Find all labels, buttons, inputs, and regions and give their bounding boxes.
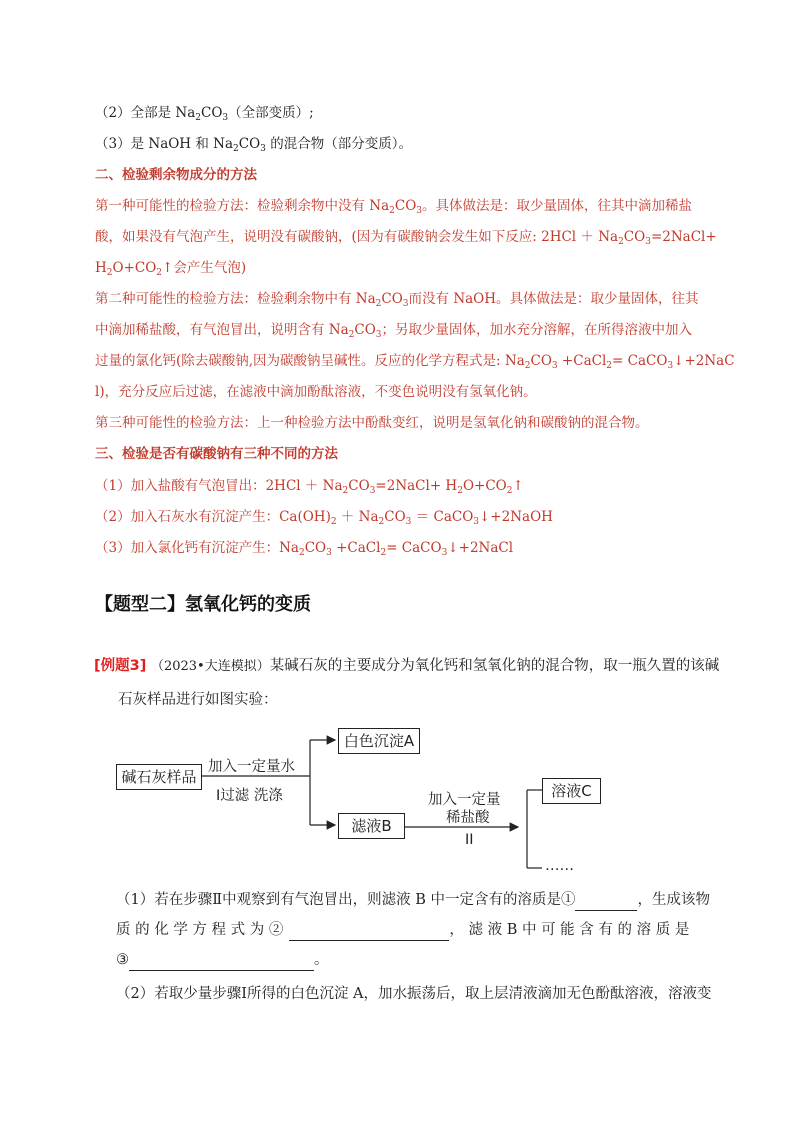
method1-line3: $H_2O+CO_2↑$会产生气泡) xyxy=(95,260,247,278)
method1-line1: 第一种可能性的检验方法：检验剩余物中没有 $Na_2CO_3$。具体做法是：取少量固体，往其中滴加稀盐 xyxy=(95,198,693,216)
question1-line2: 质 的 化 学 方 程 式 为 ② ， 滤 液 B 中 可 能 含 有 的 溶 质 是 xyxy=(116,920,689,941)
step2-label-top2: 稀盐酸 xyxy=(446,810,490,826)
answer-blank-3[interactable] xyxy=(129,950,314,971)
example-label: [例题3] xyxy=(94,658,147,674)
step2-label-bottom: II xyxy=(465,832,474,848)
solution-c-box: 溶液C xyxy=(542,778,601,804)
method2-line4: l)，充分反应后过滤，在滤液中滴加酚酞溶液，不变色说明没有氢氧化钠。 xyxy=(95,384,537,400)
type2-heading: 【题型二】氢氧化钙的变质 xyxy=(95,594,311,615)
question1-line3: ③ 。 xyxy=(116,950,329,971)
step2-label-top1: 加入一定量 xyxy=(428,792,501,808)
test-2: （2）加入石灰水有沉淀产生：$Ca(OH)_2 + Na_2CO_3$ ＝ CaCO$_3$↓+2NaOH xyxy=(95,509,553,527)
question2-line1: （2）若取少量步骤Ⅰ所得的白色沉淀 A，加水振荡后，取上层清液滴加无色酚酞溶液，溶液变 xyxy=(116,986,712,1002)
test-1: （1）加入盐酸有气泡冒出：$2HCl + Na_2CO_3=2NaCl+$ $H_2O+CO_2↑$ xyxy=(95,478,524,496)
example-line1: [例题3] （2023•大连模拟）某碱石灰的主要成分为氧化钙和氢氧化钠的混合物，取一瓶久置的该碱 xyxy=(94,658,720,674)
method2-line1: 第二种可能性的检验方法：检验剩余物中有 $Na_2CO_3$而没有 NaOH。具体做法是：取少量固体，往其 xyxy=(95,291,699,309)
option-2: （2）全部是 $Na_2CO_3$（全部变质）; xyxy=(95,105,314,123)
method2-line3: 过量的氯化钙(除去碳酸钠,因为碳酸钠呈碱性。反应的化学方程式是: $Na_2CO_3$ +CaCl$_2$= CaCO$_3$↓+2NaC xyxy=(95,353,735,371)
test-3: （3）加入氯化钙有沉淀产生：$Na_2CO_3$ +CaCl$_2$= CaCO$_3$↓+2NaCl xyxy=(95,540,514,558)
option-3: （3）是 NaOH 和 $Na_2CO_3$ 的混合物（部分变质）。 xyxy=(95,136,412,154)
answer-blank-2[interactable] xyxy=(289,920,449,941)
branch-ellipsis: …… xyxy=(545,858,574,874)
section3-heading: 三、检验是否有碳酸钠有三种不同的方法 xyxy=(95,446,338,462)
method3-line1: 第三种可能性的检验方法：上一种检验方法中酚酞变红，说明是氢氧化钠和碳酸钠的混合物。 xyxy=(95,415,649,431)
sample-box: 碱石灰样品 xyxy=(116,764,202,790)
section2-heading: 二、检验剩余物成分的方法 xyxy=(95,167,257,183)
step1-label-top: 加入一定量水 xyxy=(208,759,295,775)
method1-line2: 酸，如果没有气泡产生，说明没有碳酸钠，(因为有碳酸钠会发生如下反应: $2HCl + Na_2CO_3=2NaCl+$ xyxy=(95,229,717,247)
step1-label-bottom: I过滤 洗涤 xyxy=(216,788,283,804)
question1-line1: （1）若在步骤Ⅱ中观察到有气泡冒出，则滤液 B 中一定含有的溶质是① ，生成该物 xyxy=(116,890,710,911)
answer-blank-1[interactable] xyxy=(575,890,637,911)
filtrate-b-box: 滤液B xyxy=(338,813,405,839)
example-source: （2023•大连模拟） xyxy=(150,659,270,674)
method2-line2: 中滴加稀盐酸，有气泡冒出，说明含有 $Na_2CO_3$；另取少量固体，加水充分溶解，在所得溶液中加入 xyxy=(95,322,693,340)
example-line2: 石灰样品进行如图实验： xyxy=(118,692,278,708)
precipitate-a-box: 白色沉淀A xyxy=(338,728,420,754)
